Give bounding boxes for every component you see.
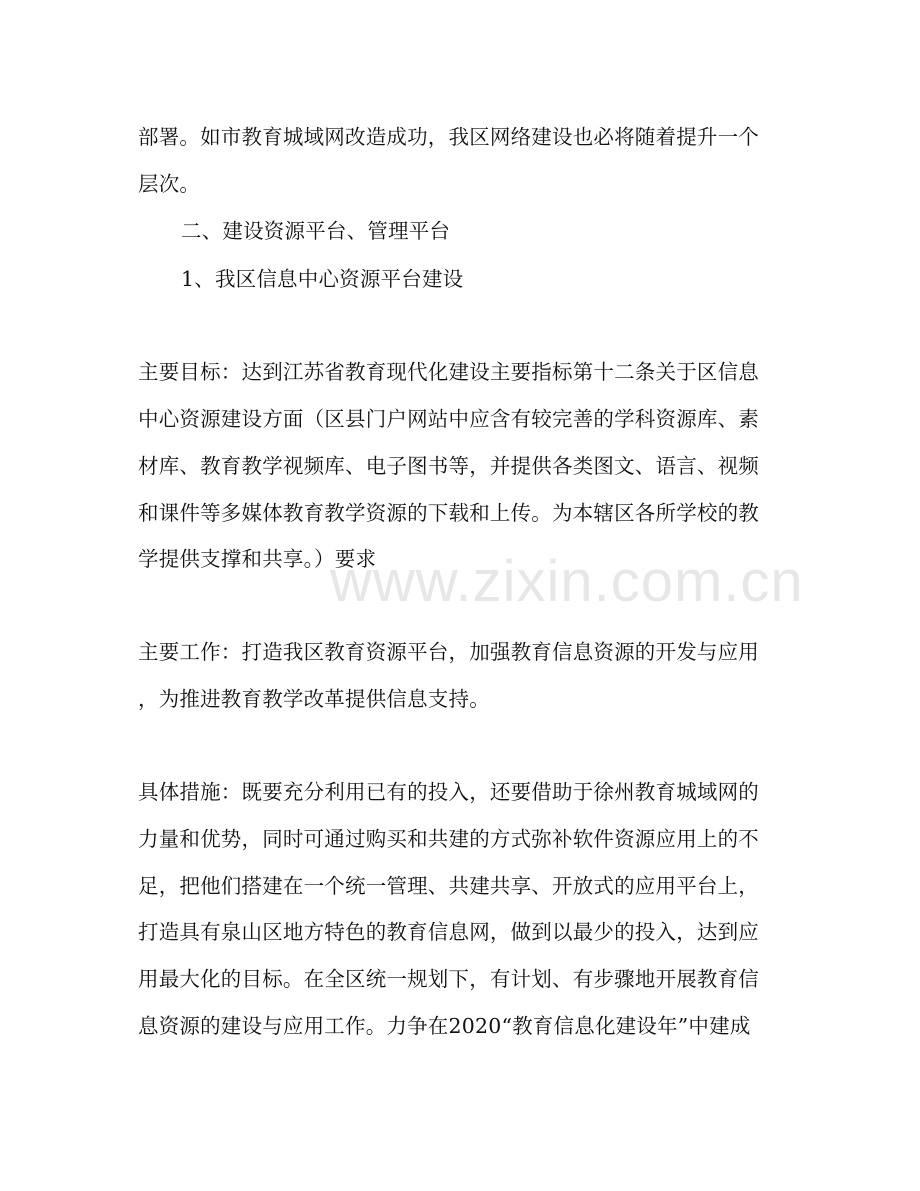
measures-line: 息资源的建设与应用工作。力争在2020“教育信息化建设年”中建成 [138,1014,751,1038]
measures-line: 足，把他们搭建在一个统一管理、共建共享、开放式的应用平台上， [138,874,759,898]
paragraph-line: 部署。如市教育城域网改造成功，我区网络建设也必将随着提升一个 [138,125,759,149]
goal-line: 主要目标：达到江苏省教育现代化建设主要指标第十二条关于区信息 [138,360,759,384]
section-heading: 二、建设资源平台、管理平台 [181,219,451,243]
goal-line: 学提供支撑和共享。）要求 [138,547,377,571]
watermark: www.zixin.com.cn [330,549,804,614]
measures-line: 用最大化的目标。在全区统一规划下，有计划、有步骤地开展教育信 [138,967,759,991]
work-line: ，为推进教育教学改革提供信息支持。 [138,687,490,711]
subsection-heading: 1、我区信息中心资源平台建设 [181,267,464,291]
goal-line: 中心资源建设方面（区县门户网站中应含有较完善的学科资源库、素 [138,407,759,431]
measures-line: 力量和优势，同时可通过购买和共建的方式弥补软件资源应用上的不 [138,827,759,851]
measures-line: 打造具有泉山区地方特色的教育信息网，做到以最少的投入，达到应 [138,920,759,944]
paragraph-line: 层次。 [138,172,201,196]
goal-line: 材库、教育教学视频库、电子图书等，并提供各类图文、语言、视频 [138,454,759,478]
work-line: 主要工作：打造我区教育资源平台，加强教育信息资源的开发与应用 [138,640,759,664]
goal-line: 和课件等多媒体教育教学资源的下载和上传。为本辖区各所学校的教 [138,501,759,525]
measures-line: 具体措施：既要充分利用已有的投入，还要借助于徐州教育城域网的 [138,780,759,804]
